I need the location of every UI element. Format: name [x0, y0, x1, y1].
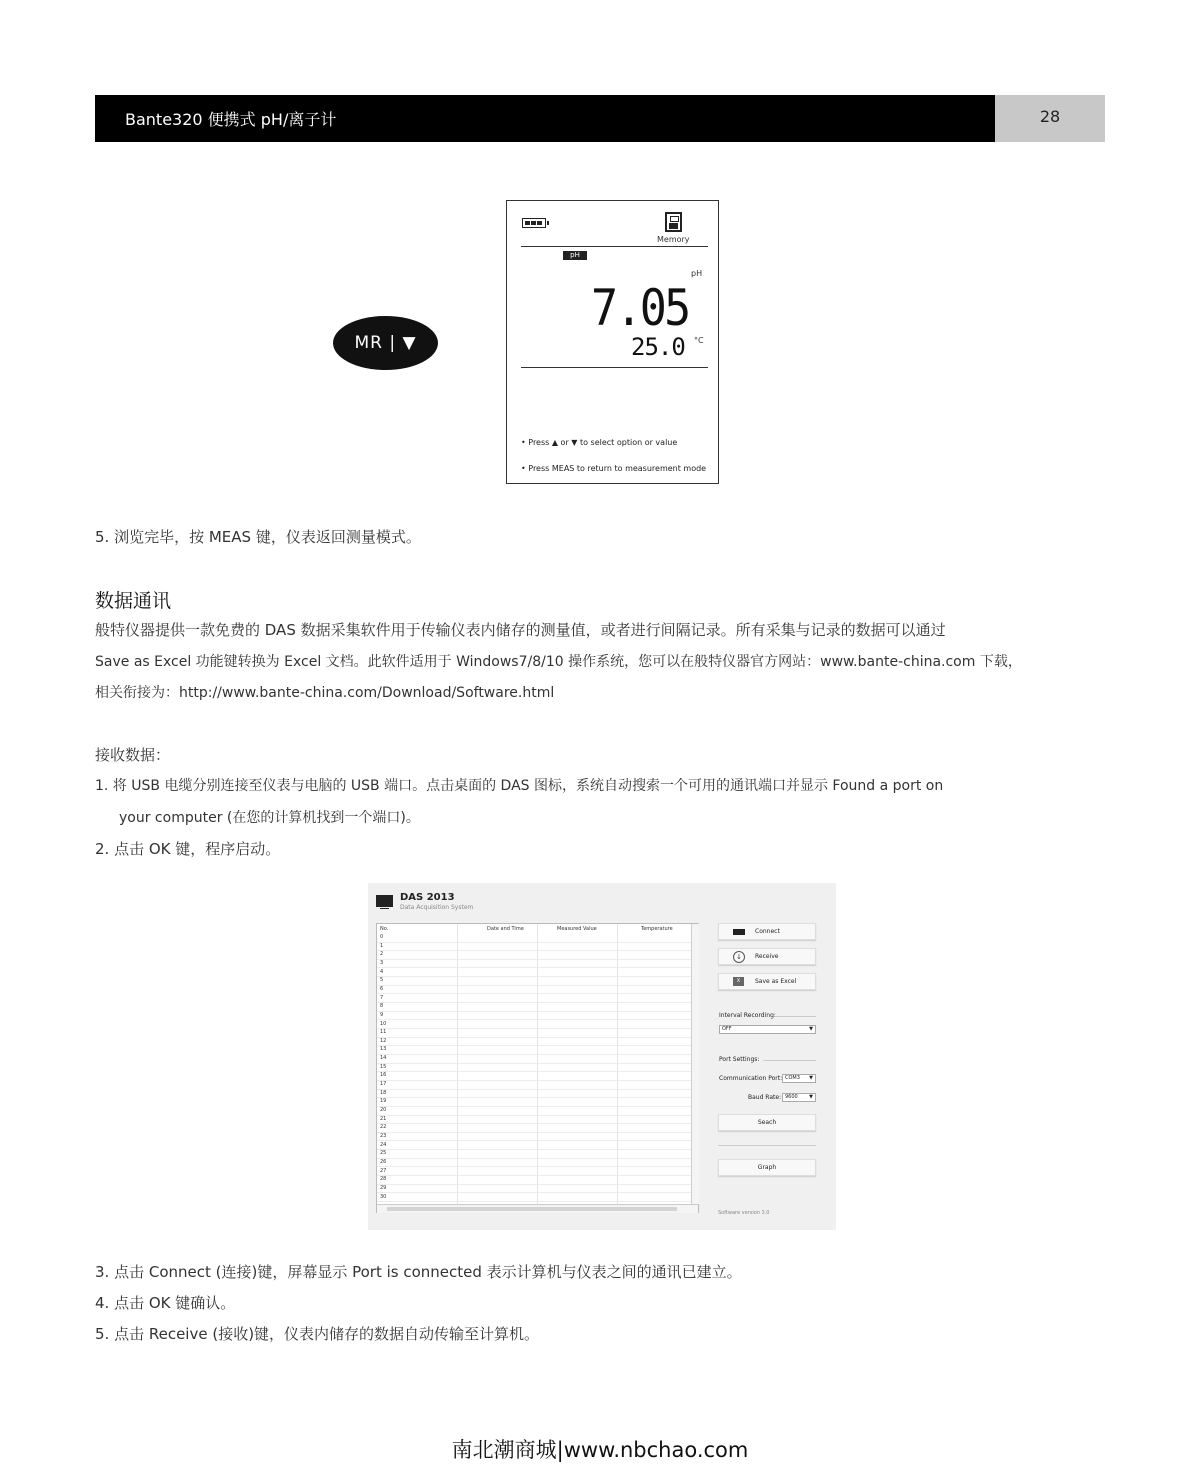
table-row-number: 7 [380, 994, 384, 1001]
step-3: 3. 点击 Connect (连接)键，屏幕显示 Port is connected 表示计算机与仪表之间的通讯已建立。 [95, 1263, 742, 1281]
divider [776, 1016, 816, 1017]
table-row[interactable] [377, 1011, 691, 1012]
excel-icon: X [733, 977, 744, 986]
table-row[interactable] [377, 1149, 691, 1150]
table-row-number: 2 [380, 951, 384, 958]
vertical-scrollbar[interactable] [691, 924, 699, 1204]
table-row[interactable] [377, 1192, 691, 1193]
battery-icon [522, 218, 546, 228]
column-divider [457, 924, 458, 1204]
memory-label: Memory [657, 235, 690, 244]
column-header: No. [380, 926, 389, 932]
table-row[interactable] [377, 942, 691, 943]
graph-button[interactable]: Graph [718, 1159, 816, 1176]
table-row-number: 9 [380, 1011, 384, 1018]
table-row-number: 29 [380, 1184, 387, 1191]
table-row[interactable] [377, 1201, 691, 1202]
mr-key [333, 316, 438, 370]
column-header: Temperature [641, 926, 673, 932]
table-row[interactable] [377, 1089, 691, 1090]
temperature-unit: °C [694, 336, 704, 345]
table-row[interactable] [377, 1132, 691, 1133]
communication-port-label: Communication Port: [719, 1075, 783, 1082]
search-button[interactable]: Seach [718, 1114, 816, 1131]
interval-select[interactable]: OFF ▼ [719, 1025, 816, 1034]
table-row-number: 22 [380, 1124, 387, 1131]
table-row[interactable] [377, 1123, 691, 1124]
table-row-number: 17 [380, 1081, 387, 1088]
table-row[interactable] [377, 1140, 691, 1141]
column-header: Date and Time [487, 926, 524, 932]
dropdown-arrow-icon: ▼ [809, 1026, 813, 1032]
connect-button[interactable]: Connect [718, 923, 816, 940]
table-row[interactable] [377, 1080, 691, 1081]
table-row-number: 14 [380, 1055, 387, 1062]
document-title: Bante320 便携式 pH/离子计 [125, 110, 337, 129]
table-row[interactable] [377, 1028, 691, 1029]
table-row[interactable] [377, 1115, 691, 1116]
footer-watermark: 南北潮商城|www.nbchao.com [451, 1438, 749, 1462]
step-1: 1. 将 USB 电缆分别连接至仪表与电脑的 USB 端口。点击桌面的 DAS 图标，系统自动搜索一个可用的通讯端口并显示 Found a port on [95, 778, 944, 794]
meter-display [506, 200, 719, 484]
table-row[interactable] [377, 950, 691, 951]
table-row-number: 11 [380, 1029, 387, 1036]
das-title: DAS 2013 [400, 892, 455, 903]
table-row[interactable] [377, 1063, 691, 1064]
table-row[interactable] [377, 1158, 691, 1159]
mr-key-label: MR | ▼ [354, 333, 417, 353]
hint-select: • Press ▲ or ▼ to select option or value [521, 438, 678, 447]
mode-tag: pH [563, 251, 587, 260]
step-1-continued: your computer (在您的计算机找到一个端口)。 [119, 810, 420, 826]
data-table [376, 923, 699, 1213]
table-row[interactable] [377, 1071, 691, 1072]
table-row-number: 18 [380, 1089, 387, 1096]
table-row[interactable] [377, 1166, 691, 1167]
table-row-number: 21 [380, 1115, 387, 1122]
interval-recording-label: Interval Recording: [719, 1012, 776, 1019]
step-4: 4. 点击 OK 键确认。 [95, 1294, 236, 1312]
temperature-value: 25.0 [631, 333, 685, 361]
save-as-excel-button[interactable]: X Save as Excel [718, 973, 816, 990]
table-row-number: 19 [380, 1098, 387, 1105]
step-5: 5. 点击 Receive (接收)键，仪表内储存的数据自动传输至计算机。 [95, 1325, 540, 1343]
baud-rate-select[interactable]: 9600 ▼ [782, 1093, 816, 1102]
dropdown-arrow-icon: ▼ [809, 1094, 813, 1100]
table-row[interactable] [377, 976, 691, 977]
das-window [368, 883, 836, 1230]
table-row[interactable] [377, 993, 691, 994]
table-row[interactable] [377, 1106, 691, 1107]
communication-port-select[interactable]: COM3 ▼ [782, 1074, 816, 1083]
table-row-number: 12 [380, 1037, 387, 1044]
paragraph-line: 相关衔接为：http://www.bante-china.com/Download/Software.html [95, 685, 555, 701]
port-settings-label: Port Settings: [719, 1056, 760, 1063]
paragraph-line: Save as Excel 功能键转换为 Excel 文档。此软件适用于 Windows7/8/10 操作系统，您可以在般特仪器官方网站：www.bante-china.com 下载， [95, 654, 1022, 670]
table-row[interactable] [377, 959, 691, 960]
table-row-number: 26 [380, 1158, 387, 1165]
column-divider [617, 924, 618, 1204]
table-row[interactable] [377, 1184, 691, 1185]
divider [763, 1060, 816, 1061]
column-divider [537, 924, 538, 1204]
receive-button[interactable]: ↓ Receive [718, 948, 816, 965]
table-row-number: 28 [380, 1176, 387, 1183]
table-row[interactable] [377, 1097, 691, 1098]
table-row-number: 15 [380, 1063, 387, 1070]
table-row-number: 0 [380, 934, 384, 940]
unit-label: pH [691, 269, 703, 278]
table-row-number: 23 [380, 1132, 387, 1139]
table-row-number: 27 [380, 1167, 387, 1174]
table-row-number: 4 [380, 968, 384, 975]
divider [718, 1145, 816, 1146]
memory-icon [665, 212, 682, 232]
table-row[interactable] [377, 1045, 691, 1046]
table-row-number: 10 [380, 1020, 387, 1027]
table-row[interactable] [377, 1175, 691, 1176]
step-browse-done: 5. 浏览完毕，按 MEAS 键，仪表返回测量模式。 [95, 528, 421, 546]
column-header: Measured Value [557, 926, 597, 932]
table-row[interactable] [377, 1019, 691, 1020]
table-row-number: 30 [380, 1193, 387, 1200]
software-version: Software version 3.0 [718, 1210, 770, 1216]
table-row-number: 13 [380, 1046, 387, 1053]
divider [521, 246, 708, 247]
hint-meas: • Press MEAS to return to measurement mode [521, 464, 707, 473]
table-row-number: 25 [380, 1150, 387, 1157]
baud-rate-label: Baud Rate: [748, 1094, 782, 1101]
table-row-number: 16 [380, 1072, 387, 1079]
table-row-number: 6 [380, 985, 384, 992]
table-row-number: 20 [380, 1107, 387, 1113]
horizontal-scrollbar[interactable] [377, 1204, 698, 1213]
table-row[interactable] [377, 1054, 691, 1055]
table-row[interactable] [377, 985, 691, 986]
step-2: 2. 点击 OK 键，程序启动。 [95, 840, 281, 858]
section-heading: 数据通讯 [95, 590, 172, 612]
das-subtitle: Data Acquisition System [400, 904, 474, 911]
page-number-box [995, 95, 1105, 142]
table-row-number: 3 [380, 959, 384, 966]
table-row-number: 8 [380, 1003, 384, 1010]
table-row-number: 1 [380, 942, 384, 949]
table-row[interactable] [377, 1002, 691, 1003]
table-row-number: 5 [380, 977, 384, 984]
table-row[interactable] [377, 967, 691, 968]
dropdown-arrow-icon: ▼ [809, 1075, 813, 1081]
measured-value: 7.05 [591, 279, 689, 337]
receive-data-label: 接收数据： [95, 746, 171, 764]
divider [521, 367, 708, 368]
page-number: 28 [1039, 107, 1061, 126]
paragraph-line: 般特仪器提供一款免费的 DAS 数据采集软件用于传输仪表内储存的测量值，或者进行间隔记录。所有采集与记录的数据可以通过 [95, 621, 946, 639]
table-row-number: 24 [380, 1141, 387, 1148]
monitor-icon [376, 895, 393, 907]
download-icon: ↓ [733, 951, 745, 963]
table-row[interactable] [377, 1037, 691, 1038]
header-bar [95, 95, 995, 142]
connect-icon [733, 929, 745, 935]
